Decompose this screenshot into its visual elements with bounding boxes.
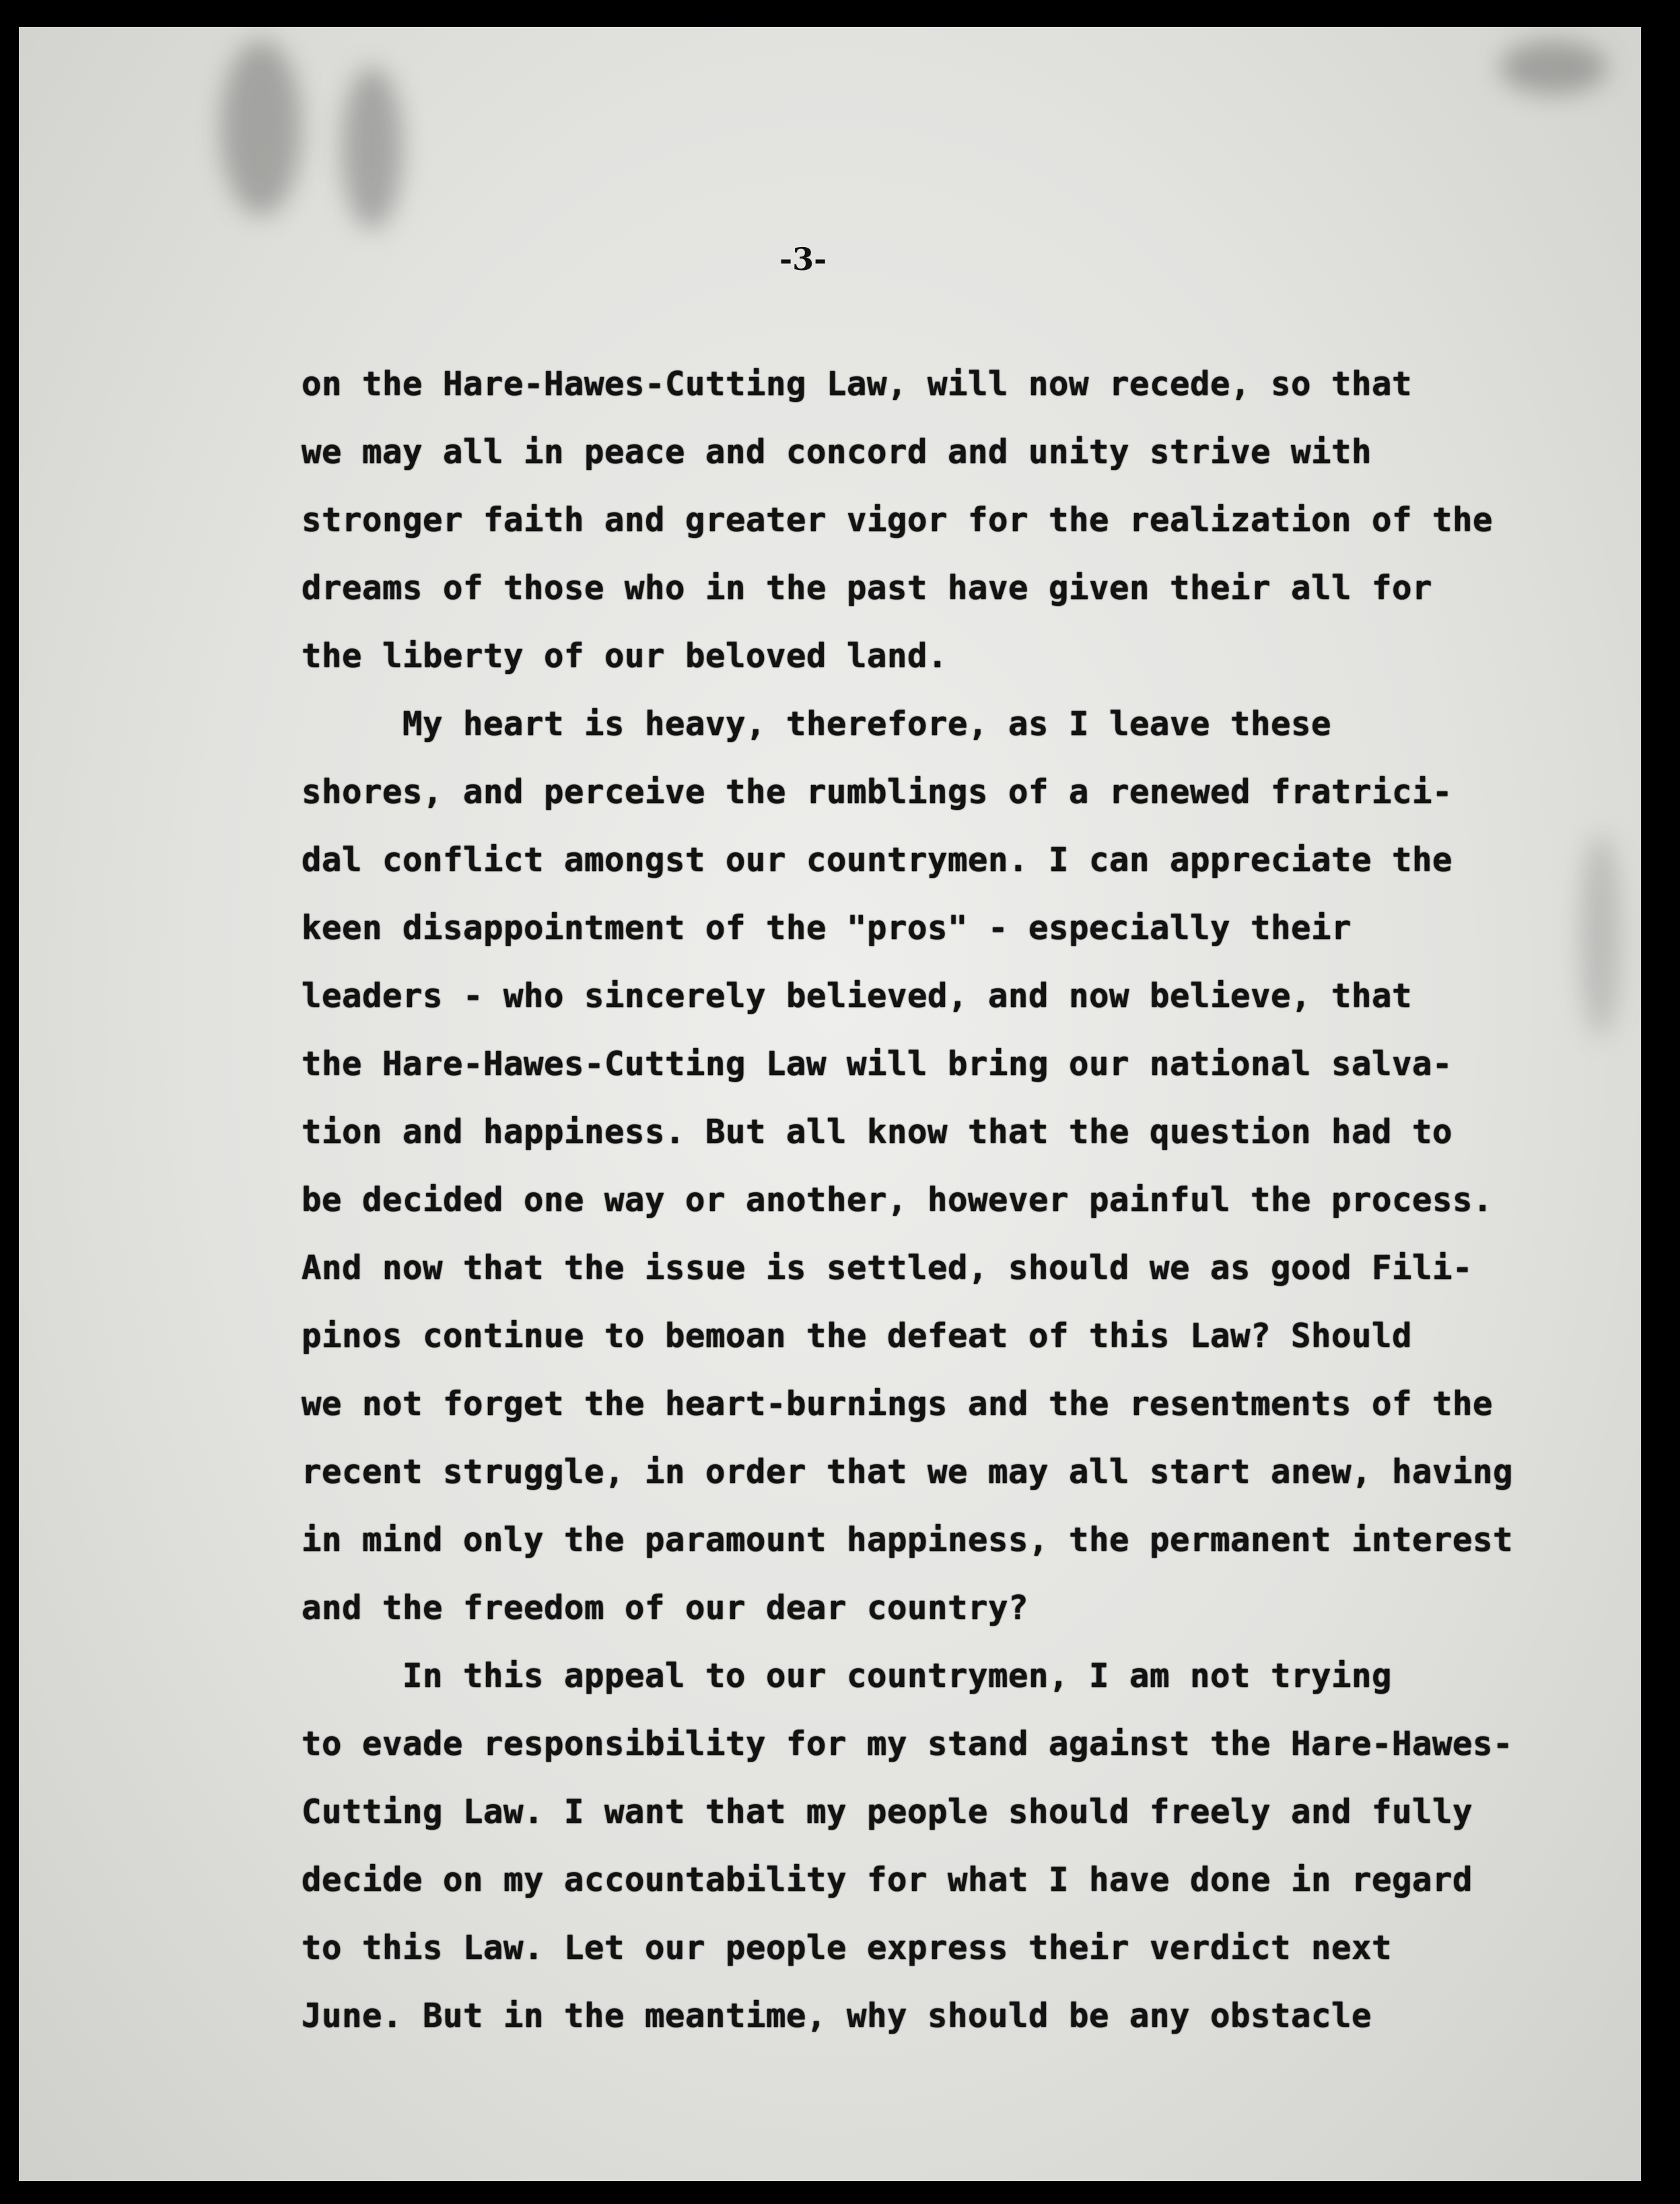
- text-line: the liberty of our beloved land.: [302, 637, 948, 675]
- text-line: And now that the issue is settled, should we as good Fili-: [302, 1249, 1473, 1287]
- text-line: pinos continue to bemoan the defeat of this Law? Should: [302, 1317, 1413, 1355]
- text-line: dal conflict amongst our countrymen. I can appreciate the: [302, 841, 1453, 879]
- text-line: tion and happiness. But all know that the question had to: [302, 1113, 1453, 1151]
- text-line: My heart is heavy, therefore, as I leave these: [302, 705, 1332, 743]
- text-line: the Hare-Hawes-Cutting Law will bring our national salva-: [302, 1045, 1453, 1083]
- text-line: keen disappointment of the "pros" - especially their: [302, 909, 1352, 947]
- paragraph: [302, 350, 1553, 690]
- ink-smudge: [342, 67, 403, 229]
- text-line: stronger faith and greater vigor for the realization of the: [302, 501, 1494, 539]
- paragraph: [302, 1642, 1553, 2050]
- text-line: dreams of those who in the past have given their all for: [302, 569, 1433, 607]
- text-line: in mind only the paramount happiness, the permanent interest: [302, 1521, 1514, 1559]
- text-line: we not forget the heart-burnings and the resentments of the: [302, 1385, 1494, 1423]
- text-line: to this Law. Let our people express their verdict next: [302, 1929, 1393, 1967]
- document-page: [19, 27, 1641, 2181]
- ink-smudge: [221, 40, 302, 215]
- text-line: we may all in peace and concord and unity strive with: [302, 433, 1372, 471]
- text-line: Cutting Law. I want that my people should freely and fully: [302, 1793, 1473, 1831]
- text-line: be decided one way or another, however painful the process.: [302, 1181, 1494, 1219]
- text-line: and the freedom of our dear country?: [302, 1589, 1029, 1627]
- text-line: June. But in the meantime, why should be any obstacle: [302, 1997, 1372, 2035]
- page-number: -3-: [779, 241, 827, 277]
- ink-smudge: [1580, 835, 1621, 1037]
- paragraph: [302, 690, 1553, 1642]
- ink-smudge: [1500, 40, 1607, 94]
- body-text: [302, 350, 1553, 2050]
- text-line: to evade responsibility for my stand against the Hare-Hawes-: [302, 1725, 1514, 1763]
- text-line: shores, and perceive the rumblings of a renewed fratrici-: [302, 773, 1453, 811]
- text-line: decide on my accountability for what I have done in regard: [302, 1861, 1473, 1899]
- text-line: on the Hare-Hawes-Cutting Law, will now recede, so that: [302, 365, 1413, 403]
- text-line: In this appeal to our countrymen, I am not trying: [302, 1657, 1393, 1695]
- text-line: leaders - who sincerely believed, and now believe, that: [302, 977, 1413, 1015]
- text-line: recent struggle, in order that we may all start anew, having: [302, 1453, 1514, 1491]
